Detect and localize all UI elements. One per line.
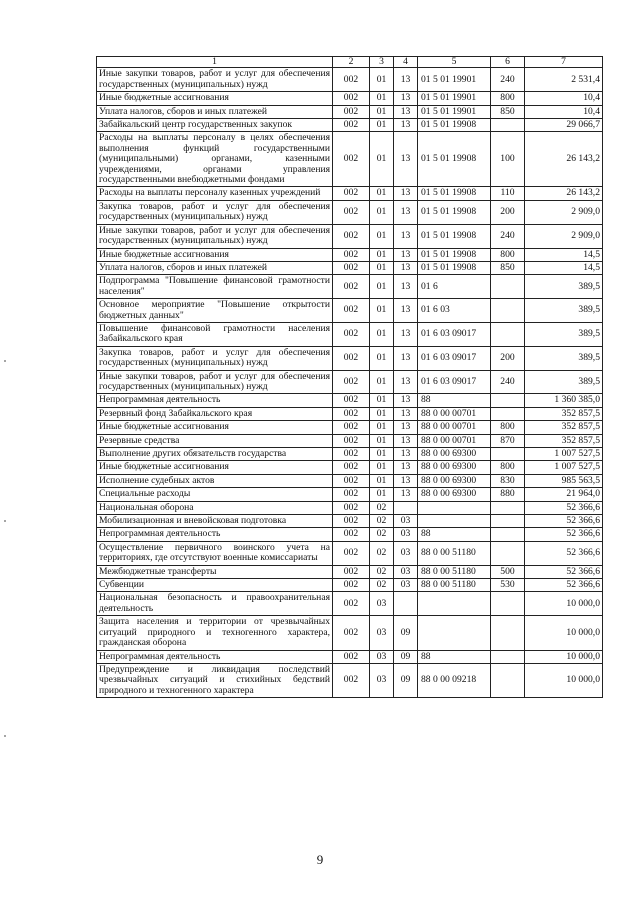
row-subsection-cell: 13 (394, 346, 418, 370)
row-subsection-cell: 13 (394, 434, 418, 447)
row-target-article-cell: 88 (418, 528, 491, 541)
row-expense-type-cell: 800 (491, 248, 525, 261)
row-subsection-cell: 09 (394, 616, 418, 650)
row-subsection-cell: 13 (394, 275, 418, 299)
row-name-cell: Непрограммная деятельность (97, 650, 333, 663)
row-code-cell: 002 (333, 92, 370, 105)
row-subsection-cell: 09 (394, 650, 418, 663)
row-name-cell: Закупка товаров, работ и услуг для обеспечения государственных (муниципальных) нужд (97, 346, 333, 370)
row-expense-type-cell (491, 322, 525, 346)
header-cell: 5 (418, 57, 491, 68)
row-target-article-cell (418, 592, 491, 616)
row-target-article-cell: 01 5 01 19908 (418, 248, 491, 261)
row-target-article-cell: 01 6 03 09017 (418, 370, 491, 394)
row-target-article-cell: 01 6 03 (418, 299, 491, 323)
row-amount-cell: 14,5 (525, 261, 603, 274)
row-code-cell: 002 (333, 407, 370, 420)
row-expense-type-cell (491, 616, 525, 650)
row-subsection-cell: 13 (394, 248, 418, 261)
row-amount-cell: 52 366,6 (525, 579, 603, 592)
table-row (97, 616, 603, 650)
scan-dot (4, 360, 6, 362)
row-expense-type-cell (491, 394, 525, 407)
row-expense-type-cell: 240 (491, 370, 525, 394)
row-section-cell: 01 (370, 275, 394, 299)
row-code-cell: 002 (333, 346, 370, 370)
row-section-cell: 01 (370, 92, 394, 105)
row-amount-cell: 2 531,4 (525, 68, 603, 92)
row-target-article-cell: 88 0 00 09218 (418, 663, 491, 697)
row-code-cell: 002 (333, 370, 370, 394)
row-target-article-cell: 01 5 01 19901 (418, 92, 491, 105)
row-target-article-cell: 88 0 00 69300 (418, 474, 491, 487)
row-target-article-cell: 01 5 01 19908 (418, 132, 491, 187)
row-target-article-cell: 88 0 00 69300 (418, 448, 491, 461)
row-name-cell: Подпрограмма "Повышение финансовой грамотности населения" (97, 275, 333, 299)
table-row (97, 200, 603, 224)
row-amount-cell: 2 909,0 (525, 224, 603, 248)
row-name-cell: Иные бюджетные ассигнования (97, 92, 333, 105)
row-section-cell: 01 (370, 322, 394, 346)
row-expense-type-cell: 800 (491, 92, 525, 105)
row-subsection-cell: 13 (394, 119, 418, 132)
row-expense-type-cell (491, 663, 525, 697)
row-expense-type-cell: 200 (491, 200, 525, 224)
row-code-cell: 002 (333, 501, 370, 514)
row-subsection-cell: 09 (394, 663, 418, 697)
row-code-cell: 002 (333, 248, 370, 261)
row-target-article-cell: 88 0 00 69300 (418, 488, 491, 501)
row-target-article-cell: 88 (418, 394, 491, 407)
row-target-article-cell: 01 6 (418, 275, 491, 299)
row-subsection-cell: 03 (394, 579, 418, 592)
table-row (97, 663, 603, 697)
table-row (97, 501, 603, 514)
header-cell: 3 (370, 57, 394, 68)
row-subsection-cell: 13 (394, 407, 418, 420)
row-target-article-cell: 88 0 00 51180 (418, 565, 491, 578)
row-name-cell: Предупреждение и ликвидация последствий чрезвычайных ситуаций и стихийных бедствий природного и техногенного характера (97, 663, 333, 697)
row-name-cell: Межбюджетные трансферты (97, 565, 333, 578)
row-name-cell: Иные бюджетные ассигнования (97, 248, 333, 261)
row-amount-cell: 21 964,0 (525, 488, 603, 501)
row-section-cell: 02 (370, 501, 394, 514)
table-row (97, 461, 603, 474)
row-code-cell: 002 (333, 299, 370, 323)
row-section-cell: 01 (370, 394, 394, 407)
table-row (97, 346, 603, 370)
row-section-cell: 03 (370, 663, 394, 697)
row-name-cell: Мобилизационная и вневойсковая подготовка (97, 515, 333, 528)
budget-table-container (96, 56, 602, 698)
row-name-cell: Исполнение судебных актов (97, 474, 333, 487)
row-code-cell: 002 (333, 528, 370, 541)
table-row (97, 407, 603, 420)
row-amount-cell: 352 857,5 (525, 407, 603, 420)
row-amount-cell: 389,5 (525, 299, 603, 323)
table-row (97, 92, 603, 105)
row-expense-type-cell (491, 448, 525, 461)
row-section-cell: 01 (370, 119, 394, 132)
table-row (97, 565, 603, 578)
row-expense-type-cell: 830 (491, 474, 525, 487)
row-code-cell: 002 (333, 200, 370, 224)
row-amount-cell: 26 143,2 (525, 187, 603, 200)
row-section-cell: 01 (370, 187, 394, 200)
row-section-cell: 01 (370, 105, 394, 118)
table-row (97, 394, 603, 407)
table-body (97, 68, 603, 698)
row-subsection-cell: 13 (394, 448, 418, 461)
row-expense-type-cell (491, 515, 525, 528)
row-section-cell: 01 (370, 346, 394, 370)
row-target-article-cell: 88 0 00 00701 (418, 407, 491, 420)
table-row (97, 105, 603, 118)
table-row (97, 322, 603, 346)
row-code-cell: 002 (333, 105, 370, 118)
row-section-cell: 01 (370, 421, 394, 434)
table-row (97, 132, 603, 187)
row-section-cell: 01 (370, 474, 394, 487)
row-target-article-cell: 88 0 00 51180 (418, 541, 491, 565)
row-expense-type-cell: 800 (491, 421, 525, 434)
row-name-cell: Национальная безопасность и правоохранительная деятельность (97, 592, 333, 616)
row-expense-type-cell: 100 (491, 132, 525, 187)
row-subsection-cell: 13 (394, 68, 418, 92)
header-cell: 7 (525, 57, 603, 68)
row-amount-cell: 1 007 527,5 (525, 448, 603, 461)
row-expense-type-cell (491, 501, 525, 514)
row-name-cell: Уплата налогов, сборов и иных платежей (97, 261, 333, 274)
row-code-cell: 002 (333, 119, 370, 132)
row-section-cell: 01 (370, 461, 394, 474)
row-code-cell: 002 (333, 592, 370, 616)
row-amount-cell: 985 563,5 (525, 474, 603, 487)
row-expense-type-cell: 880 (491, 488, 525, 501)
row-subsection-cell: 13 (394, 461, 418, 474)
header-cell: 1 (97, 57, 333, 68)
row-name-cell: Повышение финансовой грамотности населения Забайкальского края (97, 322, 333, 346)
row-code-cell: 002 (333, 261, 370, 274)
row-code-cell: 002 (333, 650, 370, 663)
row-subsection-cell: 13 (394, 105, 418, 118)
row-section-cell: 01 (370, 248, 394, 261)
row-section-cell: 01 (370, 68, 394, 92)
row-target-article-cell: 01 5 01 19908 (418, 187, 491, 200)
row-name-cell: Специальные расходы (97, 488, 333, 501)
row-expense-type-cell (491, 541, 525, 565)
row-amount-cell: 10 000,0 (525, 650, 603, 663)
row-subsection-cell: 03 (394, 565, 418, 578)
row-name-cell: Осуществление первичного воинского учета на территориях, где отсутствуют военные комиссариаты (97, 541, 333, 565)
row-subsection-cell: 13 (394, 261, 418, 274)
row-expense-type-cell: 850 (491, 261, 525, 274)
row-name-cell: Иные закупки товаров, работ и услуг для обеспечения государственных (муниципальных) нужд (97, 370, 333, 394)
row-subsection-cell: 13 (394, 474, 418, 487)
row-subsection-cell (394, 592, 418, 616)
row-target-article-cell: 01 5 01 19908 (418, 224, 491, 248)
row-target-article-cell: 88 0 00 51180 (418, 579, 491, 592)
row-section-cell: 01 (370, 448, 394, 461)
row-subsection-cell: 13 (394, 322, 418, 346)
row-subsection-cell: 13 (394, 394, 418, 407)
row-expense-type-cell (491, 592, 525, 616)
row-target-article-cell: 01 6 03 09017 (418, 346, 491, 370)
table-row (97, 515, 603, 528)
row-expense-type-cell (491, 650, 525, 663)
page-number: 9 (316, 852, 324, 867)
row-name-cell: Резервные средства (97, 434, 333, 447)
row-name-cell: Расходы на выплаты персоналу в целях обеспечения выполнения функций государственными (муниципальными) органами, казенными учреждениями, органами управления государственными внебюджетными фондами (97, 132, 333, 187)
row-subsection-cell: 13 (394, 132, 418, 187)
row-section-cell: 02 (370, 541, 394, 565)
row-section-cell: 02 (370, 565, 394, 578)
row-name-cell: Уплата налогов, сборов и иных платежей (97, 105, 333, 118)
table-row (97, 187, 603, 200)
row-name-cell: Национальная оборона (97, 501, 333, 514)
row-name-cell: Иные закупки товаров, работ и услуг для обеспечения государственных (муниципальных) нужд (97, 224, 333, 248)
table-row (97, 434, 603, 447)
scan-dot (4, 520, 6, 522)
row-code-cell: 002 (333, 461, 370, 474)
row-expense-type-cell (491, 119, 525, 132)
row-expense-type-cell: 530 (491, 579, 525, 592)
table-row (97, 592, 603, 616)
row-section-cell: 03 (370, 616, 394, 650)
row-amount-cell: 10,4 (525, 105, 603, 118)
row-amount-cell: 52 366,6 (525, 528, 603, 541)
row-amount-cell: 1 360 385,0 (525, 394, 603, 407)
row-amount-cell: 29 066,7 (525, 119, 603, 132)
row-amount-cell: 352 857,5 (525, 421, 603, 434)
row-code-cell: 002 (333, 275, 370, 299)
row-amount-cell: 389,5 (525, 370, 603, 394)
row-section-cell: 01 (370, 200, 394, 224)
row-target-article-cell: 01 5 01 19908 (418, 261, 491, 274)
row-subsection-cell: 13 (394, 187, 418, 200)
table-row (97, 370, 603, 394)
row-section-cell: 01 (370, 261, 394, 274)
row-target-article-cell: 88 (418, 650, 491, 663)
row-code-cell: 002 (333, 663, 370, 697)
row-name-cell: Выполнение других обязательств государства (97, 448, 333, 461)
table-row (97, 421, 603, 434)
row-amount-cell: 1 007 527,5 (525, 461, 603, 474)
row-subsection-cell: 03 (394, 541, 418, 565)
row-section-cell: 02 (370, 515, 394, 528)
row-target-article-cell: 01 5 01 19908 (418, 119, 491, 132)
header-cell: 6 (491, 57, 525, 68)
row-name-cell: Иные бюджетные ассигнования (97, 421, 333, 434)
row-section-cell: 01 (370, 224, 394, 248)
row-section-cell: 03 (370, 650, 394, 663)
row-expense-type-cell (491, 407, 525, 420)
row-amount-cell: 10,4 (525, 92, 603, 105)
table-row (97, 224, 603, 248)
row-expense-type-cell: 200 (491, 346, 525, 370)
row-target-article-cell: 01 5 01 19901 (418, 105, 491, 118)
row-name-cell: Субвенции (97, 579, 333, 592)
row-code-cell: 002 (333, 187, 370, 200)
row-amount-cell: 14,5 (525, 248, 603, 261)
row-amount-cell: 389,5 (525, 322, 603, 346)
row-subsection-cell: 13 (394, 370, 418, 394)
row-expense-type-cell: 850 (491, 105, 525, 118)
table-row (97, 650, 603, 663)
row-amount-cell: 52 366,6 (525, 541, 603, 565)
row-amount-cell: 10 000,0 (525, 592, 603, 616)
table-row (97, 448, 603, 461)
row-section-cell: 02 (370, 528, 394, 541)
row-name-cell: Непрограммная деятельность (97, 394, 333, 407)
row-subsection-cell: 03 (394, 528, 418, 541)
row-subsection-cell: 13 (394, 488, 418, 501)
table-row (97, 488, 603, 501)
row-target-article-cell: 88 0 00 69300 (418, 461, 491, 474)
row-code-cell: 002 (333, 394, 370, 407)
row-subsection-cell: 13 (394, 224, 418, 248)
row-section-cell: 02 (370, 579, 394, 592)
row-code-cell: 002 (333, 541, 370, 565)
row-code-cell: 002 (333, 488, 370, 501)
budget-table (96, 56, 603, 698)
row-amount-cell: 389,5 (525, 275, 603, 299)
table-row (97, 528, 603, 541)
row-expense-type-cell: 870 (491, 434, 525, 447)
row-subsection-cell: 13 (394, 92, 418, 105)
row-code-cell: 002 (333, 224, 370, 248)
row-name-cell: Иные закупки товаров, работ и услуг для обеспечения государственных (муниципальных) нужд (97, 68, 333, 92)
row-code-cell: 002 (333, 68, 370, 92)
row-subsection-cell: 13 (394, 421, 418, 434)
row-section-cell: 01 (370, 434, 394, 447)
row-name-cell: Иные бюджетные ассигнования (97, 461, 333, 474)
row-code-cell: 002 (333, 434, 370, 447)
table-row (97, 261, 603, 274)
row-code-cell: 002 (333, 322, 370, 346)
row-subsection-cell: 03 (394, 515, 418, 528)
row-amount-cell: 52 366,6 (525, 501, 603, 514)
row-code-cell: 002 (333, 132, 370, 187)
table-row (97, 579, 603, 592)
row-amount-cell: 10 000,0 (525, 616, 603, 650)
row-name-cell: Резервный фонд Забайкальского края (97, 407, 333, 420)
row-name-cell: Защита населения и территории от чрезвычайных ситуаций природного и техногенного характера, гражданская оборона (97, 616, 333, 650)
row-section-cell: 01 (370, 299, 394, 323)
row-expense-type-cell: 500 (491, 565, 525, 578)
row-name-cell: Расходы на выплаты персоналу казенных учреждений (97, 187, 333, 200)
table-row (97, 541, 603, 565)
table-row (97, 119, 603, 132)
header-cell: 4 (394, 57, 418, 68)
table-row (97, 474, 603, 487)
row-expense-type-cell (491, 528, 525, 541)
row-name-cell: Забайкальский центр государственных закупок (97, 119, 333, 132)
table-row (97, 299, 603, 323)
row-amount-cell: 52 366,6 (525, 565, 603, 578)
row-section-cell: 01 (370, 488, 394, 501)
header-row (97, 57, 603, 68)
row-name-cell: Закупка товаров, работ и услуг для обеспечения государственных (муниципальных) нужд (97, 200, 333, 224)
row-amount-cell: 26 143,2 (525, 132, 603, 187)
table-row (97, 248, 603, 261)
row-target-article-cell: 88 0 00 00701 (418, 421, 491, 434)
row-expense-type-cell (491, 299, 525, 323)
row-section-cell: 01 (370, 407, 394, 420)
row-code-cell: 002 (333, 474, 370, 487)
row-expense-type-cell: 800 (491, 461, 525, 474)
row-amount-cell: 10 000,0 (525, 663, 603, 697)
row-target-article-cell (418, 515, 491, 528)
row-code-cell: 002 (333, 565, 370, 578)
row-subsection-cell: 13 (394, 299, 418, 323)
row-amount-cell: 389,5 (525, 346, 603, 370)
row-target-article-cell (418, 616, 491, 650)
row-section-cell: 01 (370, 370, 394, 394)
row-expense-type-cell: 110 (491, 187, 525, 200)
row-target-article-cell: 01 6 03 09017 (418, 322, 491, 346)
row-target-article-cell: 88 0 00 00701 (418, 434, 491, 447)
row-code-cell: 002 (333, 421, 370, 434)
row-section-cell: 03 (370, 592, 394, 616)
row-name-cell: Непрограммная деятельность (97, 528, 333, 541)
row-amount-cell: 2 909,0 (525, 200, 603, 224)
row-subsection-cell (394, 501, 418, 514)
scan-dot (4, 735, 6, 737)
row-code-cell: 002 (333, 579, 370, 592)
row-code-cell: 002 (333, 616, 370, 650)
row-subsection-cell: 13 (394, 200, 418, 224)
header-cell: 2 (333, 57, 370, 68)
row-target-article-cell: 01 5 01 19901 (418, 68, 491, 92)
row-target-article-cell: 01 5 01 19908 (418, 200, 491, 224)
row-target-article-cell (418, 501, 491, 514)
row-amount-cell: 52 366,6 (525, 515, 603, 528)
row-amount-cell: 352 857,5 (525, 434, 603, 447)
table-row (97, 275, 603, 299)
row-code-cell: 002 (333, 448, 370, 461)
row-name-cell: Основное мероприятие "Повышение открытости бюджетных данных" (97, 299, 333, 323)
row-expense-type-cell (491, 275, 525, 299)
table-row (97, 68, 603, 92)
row-code-cell: 002 (333, 515, 370, 528)
row-section-cell: 01 (370, 132, 394, 187)
row-expense-type-cell: 240 (491, 224, 525, 248)
row-expense-type-cell: 240 (491, 68, 525, 92)
